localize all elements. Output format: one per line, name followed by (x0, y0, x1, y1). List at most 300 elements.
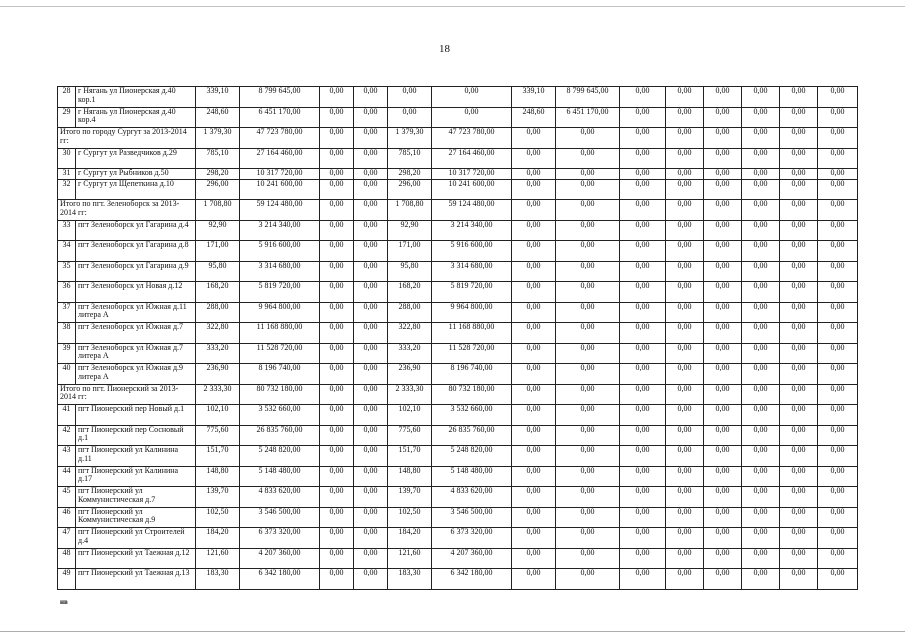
value-cell: 3 214 340,00 (432, 220, 512, 241)
value-cell: 0,00 (818, 282, 858, 303)
row-number: 30 (58, 148, 76, 169)
value-cell: 1 379,30 (388, 128, 432, 149)
value-cell: 0,00 (556, 507, 620, 528)
value-cell: 0,00 (704, 384, 742, 405)
value-cell: 0,00 (354, 446, 388, 467)
value-cell: 139,70 (388, 487, 432, 508)
value-cell: 0,00 (432, 87, 512, 108)
value-cell: 0,00 (818, 425, 858, 446)
value-cell: 775,60 (388, 425, 432, 446)
value-cell: 0,00 (620, 87, 666, 108)
table-row (58, 507, 858, 528)
value-cell: 0,00 (666, 179, 704, 200)
value-cell: 8 196 740,00 (432, 364, 512, 385)
value-cell: 0,00 (512, 364, 556, 385)
row-number: 29 (58, 107, 76, 128)
value-cell: 0,00 (512, 425, 556, 446)
value-cell: 0,00 (666, 569, 704, 590)
table-row (58, 107, 858, 128)
address-cell: пгт Зеленоборск ул Гагарина д.8 (76, 241, 196, 262)
value-cell: 0,00 (556, 200, 620, 221)
value-cell: 0,00 (818, 446, 858, 467)
value-cell: 0,00 (666, 487, 704, 508)
row-number: 46 (58, 507, 76, 528)
value-cell: 0,00 (556, 241, 620, 262)
value-cell: 0,00 (742, 128, 780, 149)
value-cell: 0,00 (354, 405, 388, 426)
table-row (58, 446, 858, 467)
value-cell: 0,00 (354, 425, 388, 446)
value-cell: 0,00 (666, 87, 704, 108)
value-cell: 0,00 (556, 261, 620, 282)
value-cell: 322,80 (196, 323, 240, 344)
table-row (58, 282, 858, 303)
value-cell: 0,00 (320, 528, 354, 549)
value-cell: 0,00 (818, 384, 858, 405)
value-cell: 0,00 (704, 200, 742, 221)
value-cell: 0,00 (704, 364, 742, 385)
value-cell: 0,00 (780, 220, 818, 241)
table-row (58, 425, 858, 446)
value-cell: 0,00 (512, 487, 556, 508)
value-cell: 0,00 (742, 302, 780, 323)
value-cell: 80 732 180,00 (432, 384, 512, 405)
value-cell: 0,00 (556, 148, 620, 169)
value-cell: 0,00 (388, 87, 432, 108)
value-cell: 0,00 (556, 128, 620, 149)
value-cell: 0,00 (780, 282, 818, 303)
value-cell: 0,00 (780, 466, 818, 487)
value-cell: 0,00 (320, 446, 354, 467)
address-cell: г Сургут ул Разведчиков д.29 (76, 148, 196, 169)
value-cell: 785,10 (388, 148, 432, 169)
value-cell: 0,00 (320, 200, 354, 221)
page-number: 18 (439, 43, 450, 55)
subtotal-row (58, 200, 858, 221)
value-cell: 0,00 (742, 87, 780, 108)
value-cell: 0,00 (320, 220, 354, 241)
table-row (58, 466, 858, 487)
value-cell: 0,00 (512, 148, 556, 169)
value-cell: 0,00 (742, 466, 780, 487)
value-cell: 9 964 800,00 (432, 302, 512, 323)
value-cell: 102,10 (388, 405, 432, 426)
value-cell: 0,00 (780, 323, 818, 344)
value-cell: 0,00 (556, 548, 620, 569)
address-cell: пгт Зеленоборск ул Гагарина д.4 (76, 220, 196, 241)
value-cell: 0,00 (666, 323, 704, 344)
value-cell: 0,00 (780, 384, 818, 405)
value-cell: 0,00 (704, 405, 742, 426)
value-cell: 0,00 (354, 466, 388, 487)
table-row (58, 179, 858, 200)
value-cell: 0,00 (742, 364, 780, 385)
row-number: 42 (58, 425, 76, 446)
value-cell: 2 333,30 (196, 384, 240, 405)
value-cell: 0,00 (320, 87, 354, 108)
value-cell: 11 168 880,00 (432, 323, 512, 344)
value-cell: 0,00 (320, 548, 354, 569)
value-cell: 0,00 (354, 179, 388, 200)
address-cell: пгт Зеленоборск ул Южная д.7 (76, 323, 196, 344)
value-cell: 298,20 (388, 169, 432, 180)
value-cell: 0,00 (512, 384, 556, 405)
value-cell: 0,00 (666, 405, 704, 426)
value-cell: 0,00 (704, 487, 742, 508)
value-cell: 10 241 600,00 (240, 179, 320, 200)
value-cell: 0,00 (354, 220, 388, 241)
value-cell: 0,00 (666, 282, 704, 303)
value-cell: 333,20 (196, 343, 240, 364)
value-cell: 0,00 (620, 569, 666, 590)
value-cell: 339,10 (512, 87, 556, 108)
value-cell: 0,00 (556, 446, 620, 467)
value-cell: 184,20 (196, 528, 240, 549)
value-cell: 0,00 (818, 323, 858, 344)
value-cell: 0,00 (320, 569, 354, 590)
row-number: 43 (58, 446, 76, 467)
value-cell: 0,00 (354, 169, 388, 180)
row-number: 28 (58, 87, 76, 108)
value-cell: 0,00 (620, 384, 666, 405)
value-cell: 95,80 (388, 261, 432, 282)
value-cell: 0,00 (354, 200, 388, 221)
value-cell: 0,00 (704, 446, 742, 467)
value-cell: 0,00 (818, 548, 858, 569)
value-cell: 8 799 645,00 (556, 87, 620, 108)
value-cell: 0,00 (620, 528, 666, 549)
value-cell: 0,00 (512, 241, 556, 262)
value-cell: 11 528 720,00 (432, 343, 512, 364)
value-cell: 0,00 (704, 87, 742, 108)
value-cell: 0,00 (620, 169, 666, 180)
row-number: 45 (58, 487, 76, 508)
value-cell: 8 196 740,00 (240, 364, 320, 385)
value-cell: 0,00 (354, 384, 388, 405)
value-cell: 0,00 (704, 169, 742, 180)
row-number: 33 (58, 220, 76, 241)
value-cell: 0,00 (320, 507, 354, 528)
value-cell: 0,00 (512, 466, 556, 487)
row-number: 49 (58, 569, 76, 590)
value-cell: 0,00 (742, 148, 780, 169)
value-cell: 296,00 (196, 179, 240, 200)
value-cell: 0,00 (780, 405, 818, 426)
value-cell: 0,00 (742, 323, 780, 344)
value-cell: 102,10 (196, 405, 240, 426)
value-cell: 0,00 (704, 343, 742, 364)
value-cell: 288,00 (388, 302, 432, 323)
value-cell: 0,00 (704, 179, 742, 200)
value-cell: 248,60 (196, 107, 240, 128)
value-cell: 3 314 680,00 (432, 261, 512, 282)
subtotal-label: Итого по городу Сургут за 2013-2014 гг: (58, 128, 196, 149)
value-cell: 10 317 720,00 (432, 169, 512, 180)
value-cell: 0,00 (818, 148, 858, 169)
value-cell: 0,00 (742, 446, 780, 467)
value-cell: 0,00 (818, 261, 858, 282)
value-cell: 11 168 880,00 (240, 323, 320, 344)
value-cell: 0,00 (512, 343, 556, 364)
value-cell: 0,00 (780, 128, 818, 149)
value-cell: 121,60 (196, 548, 240, 569)
value-cell: 0,00 (780, 87, 818, 108)
value-cell: 0,00 (512, 446, 556, 467)
value-cell: 0,00 (666, 446, 704, 467)
value-cell: 0,00 (742, 548, 780, 569)
value-cell: 0,00 (666, 107, 704, 128)
value-cell: 0,00 (556, 169, 620, 180)
address-cell: пгт Пионерский ул Коммунистическая д.7 (76, 487, 196, 508)
value-cell: 236,90 (196, 364, 240, 385)
row-number: 37 (58, 302, 76, 323)
value-cell: 4 833 620,00 (240, 487, 320, 508)
value-cell: 0,00 (666, 507, 704, 528)
value-cell: 5 916 600,00 (432, 241, 512, 262)
value-cell: 0,00 (818, 466, 858, 487)
value-cell: 0,00 (620, 487, 666, 508)
value-cell: 26 835 760,00 (240, 425, 320, 446)
scan-edge-bottom (0, 631, 905, 632)
value-cell: 0,00 (556, 425, 620, 446)
address-cell: пгт Пионерский ул Таежная д.12 (76, 548, 196, 569)
value-cell: 0,00 (704, 528, 742, 549)
value-cell: 5 819 720,00 (240, 282, 320, 303)
value-cell: 339,10 (196, 87, 240, 108)
value-cell: 6 373 320,00 (240, 528, 320, 549)
value-cell: 80 732 180,00 (240, 384, 320, 405)
value-cell: 0,00 (818, 200, 858, 221)
value-cell: 0,00 (556, 384, 620, 405)
value-cell: 6 373 320,00 (432, 528, 512, 549)
table-row (58, 364, 858, 385)
value-cell: 6 451 170,00 (556, 107, 620, 128)
row-number: 32 (58, 179, 76, 200)
value-cell: 785,10 (196, 148, 240, 169)
address-cell: пгт Пионерский пер Сосновый д.1 (76, 425, 196, 446)
table-row (58, 169, 858, 180)
value-cell: 0,00 (620, 128, 666, 149)
value-cell: 333,20 (388, 343, 432, 364)
value-cell: 0,00 (666, 384, 704, 405)
value-cell: 0,00 (704, 323, 742, 344)
row-number: 41 (58, 405, 76, 426)
value-cell: 102,50 (388, 507, 432, 528)
value-cell: 3 532 660,00 (432, 405, 512, 426)
value-cell: 171,00 (388, 241, 432, 262)
value-cell: 0,00 (512, 405, 556, 426)
value-cell: 0,00 (742, 282, 780, 303)
value-cell: 0,00 (512, 261, 556, 282)
value-cell: 248,60 (512, 107, 556, 128)
value-cell: 0,00 (780, 528, 818, 549)
address-cell: пгт Пионерский ул Калинина д.17 (76, 466, 196, 487)
row-number: 39 (58, 343, 76, 364)
table-row (58, 405, 858, 426)
value-cell: 0,00 (512, 169, 556, 180)
value-cell: 0,00 (556, 466, 620, 487)
value-cell: 0,00 (556, 405, 620, 426)
value-cell: 0,00 (556, 528, 620, 549)
value-cell: 0,00 (666, 261, 704, 282)
value-cell: 5 148 480,00 (432, 466, 512, 487)
value-cell: 236,90 (388, 364, 432, 385)
value-cell: 0,00 (556, 302, 620, 323)
value-cell: 0,00 (320, 148, 354, 169)
row-number: 47 (58, 528, 76, 549)
value-cell: 0,00 (666, 466, 704, 487)
value-cell: 0,00 (512, 569, 556, 590)
address-cell: пгт Пионерский пер Новый д.1 (76, 405, 196, 426)
value-cell: 0,00 (320, 384, 354, 405)
address-cell: г Сургут ул Щепеткина д.10 (76, 179, 196, 200)
value-cell: 0,00 (704, 128, 742, 149)
value-cell: 0,00 (780, 507, 818, 528)
value-cell: 0,00 (742, 405, 780, 426)
value-cell: 0,00 (354, 302, 388, 323)
value-cell: 0,00 (320, 128, 354, 149)
value-cell: 3 546 500,00 (432, 507, 512, 528)
value-cell: 0,00 (818, 87, 858, 108)
value-cell: 0,00 (620, 282, 666, 303)
value-cell: 0,00 (354, 87, 388, 108)
value-cell: 0,00 (704, 107, 742, 128)
value-cell: 0,00 (742, 528, 780, 549)
subtotal-label: Итого по пгт. Зеленоборск за 2013-2014 гг: (58, 200, 196, 221)
value-cell: 0,00 (780, 364, 818, 385)
value-cell: 0,00 (818, 169, 858, 180)
address-cell: г Сургут ул Рыбников д.50 (76, 169, 196, 180)
value-cell: 0,00 (666, 364, 704, 385)
value-cell: 0,00 (780, 241, 818, 262)
value-cell: 0,00 (780, 446, 818, 467)
table-row (58, 343, 858, 364)
value-cell: 0,00 (704, 241, 742, 262)
value-cell: 0,00 (818, 528, 858, 549)
value-cell: 288,00 (196, 302, 240, 323)
value-cell: 183,30 (196, 569, 240, 590)
subtotal-row (58, 384, 858, 405)
value-cell: 0,00 (556, 323, 620, 344)
value-cell: 27 164 460,00 (432, 148, 512, 169)
value-cell: 0,00 (704, 282, 742, 303)
row-number: 34 (58, 241, 76, 262)
value-cell: 0,00 (620, 323, 666, 344)
value-cell: 0,00 (354, 507, 388, 528)
value-cell: 0,00 (512, 548, 556, 569)
value-cell: 148,80 (196, 466, 240, 487)
value-cell: 0,00 (620, 446, 666, 467)
value-cell: 0,00 (818, 107, 858, 128)
value-cell: 0,00 (620, 364, 666, 385)
value-cell: 775,60 (196, 425, 240, 446)
value-cell: 3 314 680,00 (240, 261, 320, 282)
value-cell: 0,00 (742, 261, 780, 282)
value-cell: 0,00 (742, 220, 780, 241)
value-cell: 3 214 340,00 (240, 220, 320, 241)
value-cell: 0,00 (512, 282, 556, 303)
value-cell: 0,00 (320, 241, 354, 262)
value-cell: 0,00 (818, 302, 858, 323)
value-cell: 0,00 (818, 179, 858, 200)
value-cell: 0,00 (354, 343, 388, 364)
table-row (58, 261, 858, 282)
value-cell: 0,00 (666, 169, 704, 180)
value-cell: 0,00 (354, 148, 388, 169)
value-cell: 171,00 (196, 241, 240, 262)
value-cell: 168,20 (388, 282, 432, 303)
value-cell: 0,00 (742, 384, 780, 405)
value-cell: 8 799 645,00 (240, 87, 320, 108)
table-row (58, 528, 858, 549)
value-cell: 5 248 820,00 (432, 446, 512, 467)
value-cell: 151,70 (388, 446, 432, 467)
value-cell: 0,00 (666, 241, 704, 262)
value-cell: 5 819 720,00 (432, 282, 512, 303)
address-cell: г Нягань ул Пионерская д.40 кор.1 (76, 87, 196, 108)
value-cell: 0,00 (354, 548, 388, 569)
value-cell: 0,00 (666, 528, 704, 549)
table-row (58, 548, 858, 569)
value-cell: 0,00 (666, 220, 704, 241)
value-cell: 5 148 480,00 (240, 466, 320, 487)
value-cell: 0,00 (512, 528, 556, 549)
value-cell: 0,00 (742, 507, 780, 528)
value-cell: 0,00 (780, 179, 818, 200)
value-cell: 151,70 (196, 446, 240, 467)
value-cell: 0,00 (354, 569, 388, 590)
value-cell: 0,00 (620, 425, 666, 446)
value-cell: 0,00 (666, 148, 704, 169)
value-cell: 0,00 (742, 241, 780, 262)
address-cell: пгт Пионерский ул Калинина д.11 (76, 446, 196, 467)
value-cell: 59 124 480,00 (240, 200, 320, 221)
value-cell: 0,00 (818, 569, 858, 590)
value-cell: 0,00 (512, 179, 556, 200)
value-cell: 0,00 (320, 107, 354, 128)
value-cell: 0,00 (354, 528, 388, 549)
value-cell: 0,00 (780, 302, 818, 323)
value-cell: 0,00 (704, 507, 742, 528)
value-cell: 1 379,30 (196, 128, 240, 149)
value-cell: 0,00 (742, 343, 780, 364)
value-cell: 0,00 (556, 569, 620, 590)
value-cell: 148,80 (388, 466, 432, 487)
value-cell: 0,00 (556, 179, 620, 200)
value-cell: 0,00 (556, 487, 620, 508)
value-cell: 0,00 (780, 107, 818, 128)
row-number: 35 (58, 261, 76, 282)
value-cell: 0,00 (818, 128, 858, 149)
value-cell: 1 708,80 (196, 200, 240, 221)
footer-mark: нв (60, 598, 68, 606)
value-cell: 0,00 (354, 487, 388, 508)
value-cell: 0,00 (620, 107, 666, 128)
value-cell: 0,00 (780, 200, 818, 221)
value-cell: 0,00 (818, 241, 858, 262)
value-cell: 0,00 (620, 343, 666, 364)
value-cell: 0,00 (320, 364, 354, 385)
value-cell: 0,00 (432, 107, 512, 128)
value-cell: 0,00 (780, 169, 818, 180)
value-cell: 0,00 (780, 343, 818, 364)
row-number: 38 (58, 323, 76, 344)
value-cell: 0,00 (704, 220, 742, 241)
value-cell: 5 248 820,00 (240, 446, 320, 467)
value-cell: 0,00 (320, 169, 354, 180)
value-cell: 0,00 (620, 302, 666, 323)
value-cell: 0,00 (666, 302, 704, 323)
